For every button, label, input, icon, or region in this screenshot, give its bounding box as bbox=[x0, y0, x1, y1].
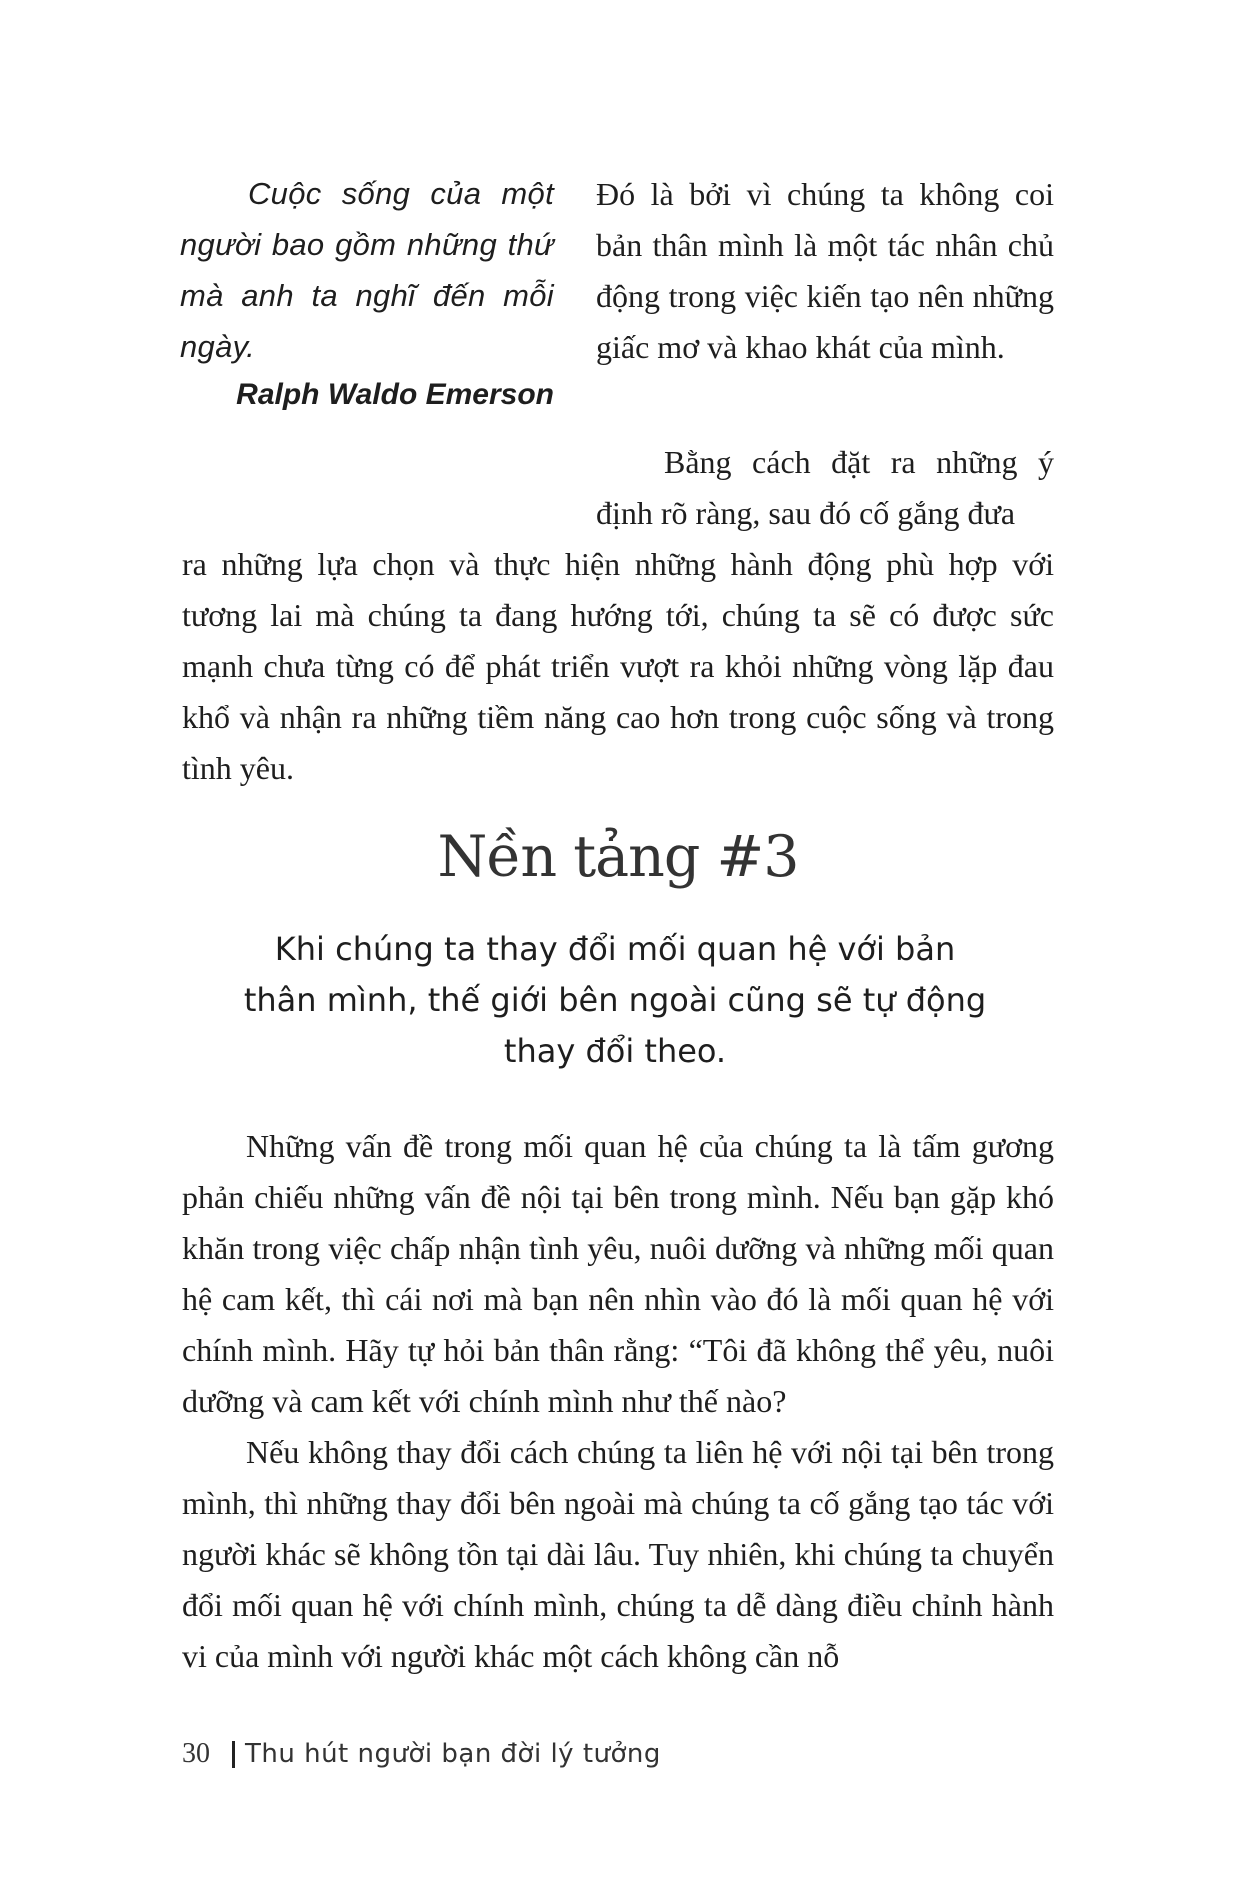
principle-line-3: thay đổi theo. bbox=[503, 1032, 727, 1070]
running-title: Thu hút người bạn đời lý tưởng bbox=[245, 1739, 661, 1769]
page-footer bbox=[182, 1738, 661, 1770]
principle-line-2: thân mình, thế giới bên ngoài cũng sẽ tự động bbox=[243, 981, 987, 1019]
quote-author: Ralph Waldo Emerson bbox=[236, 378, 554, 411]
page-number: 30 bbox=[182, 1738, 210, 1769]
paragraph-3: Những vấn đề trong mối quan hệ của chúng ta là tấm gương phản chiếu những vấn đề nội tại bên trong mình. Nếu bạn gặp khó khăn trong việc chấp nhận tình yêu, nuôi dưỡng và những mối quan hệ cam kết, thì cái nơi mà bạn nên nhìn vào đó là mối quan hệ với chính mình. Hãy tự hỏi bản thân rằng: “Tôi đã không thể yêu, nuôi dưỡng và cam kết với chính mình như thế nào? bbox=[182, 1128, 1054, 1419]
paragraph-2 bbox=[182, 437, 1054, 794]
quote-text: Cuộc sống của một người bao gồm những thứ mà anh ta nghĩ đến mỗi ngày. bbox=[180, 176, 554, 364]
paragraph-4: Nếu không thay đổi cách chúng ta liên hệ với nội tại bên trong mình, thì những thay đổi bên ngoài mà chúng ta cố gắng tạo tác với người khác sẽ không tồn tại dài lâu. Tuy nhiên, khi chúng ta chuyển đổi mối quan hệ với chính mình, chúng ta dễ dàng điều chỉnh hành vi của mình với người khác một cách không cần nỗ bbox=[182, 1434, 1054, 1674]
paragraph-2-rest: ra những lựa chọn và thực hiện những hành động phù hợp với tương lai mà chúng ta đang hướng tới, chúng ta sẽ có được sức mạnh chưa từng có để phát triển vượt ra khỏi những vòng lặp đau khổ và nhận ra những tiềm năng cao hơn trong cuộc sống và trong tình yêu. bbox=[182, 546, 1054, 786]
paragraph-1: Đó là bởi vì chúng ta không coi bản thân mình là một tác nhân chủ động trong việc kiến tạo nên những giấc mơ và khao khát của mình. bbox=[596, 176, 1054, 365]
principle-statement bbox=[230, 924, 1000, 1077]
section-heading bbox=[182, 824, 1054, 890]
principle-line-1: Khi chúng ta thay đổi mối quan hệ với bản bbox=[274, 930, 956, 968]
paragraph-2-lead: Bằng cách đặt ra những ý định rõ ràng, sau đó cố gắng đưa bbox=[596, 444, 1054, 531]
footer-divider bbox=[232, 1741, 235, 1768]
section-heading-text: Nền tảng #3 bbox=[437, 824, 799, 890]
epigraph-quote bbox=[180, 168, 554, 412]
